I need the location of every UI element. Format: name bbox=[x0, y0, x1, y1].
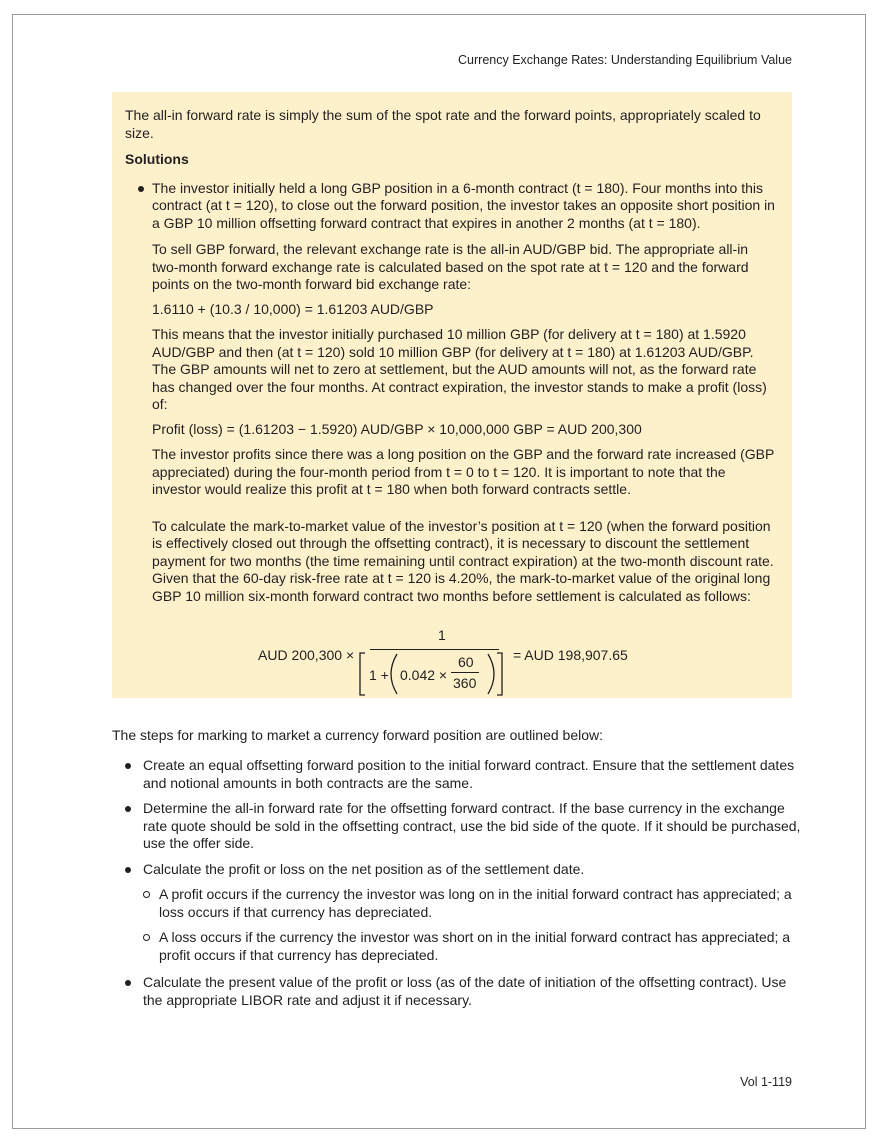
formula-result: = AUD 198,907.65 bbox=[513, 647, 628, 663]
list-item bbox=[112, 974, 802, 1009]
intro-paragraph: The all-in forward rate is simply the sum of the spot rate and the forward points, appropriately scaled to size. bbox=[125, 107, 761, 141]
formula-rate: 0.042 × bbox=[400, 667, 448, 683]
formula-days: 60 bbox=[458, 654, 474, 670]
sub-step-text: A loss occurs if the currency the investor was short on in the initial forward contract has appreciated; a profit occurs if that currency has depreciated. bbox=[159, 929, 791, 963]
hollow-bullet-icon bbox=[143, 891, 150, 898]
sub-list-item bbox=[112, 886, 802, 921]
step-text: Calculate the profit or loss on the net position as of the settlement date. bbox=[143, 860, 585, 877]
solution-bullet bbox=[125, 180, 778, 233]
sell-forward-paragraph: To sell GBP forward, the relevant exchange rate is the all-in AUD/GBP bid. The appropriate all-in two-month forward exchange rate is calculated based on the spot rate at t = 120 and the forward points on the two-month forward bid exchange rate: bbox=[152, 241, 749, 292]
list-item bbox=[112, 800, 802, 853]
step-text: Determine the all-in forward rate for the offsetting forward contract. If the base currency in the exchange rate quote should be sold in the offsetting contract, use the bid side of the quote. If it should be purchased, use the offer side. bbox=[143, 800, 801, 851]
profit-explanation-paragraph: The investor profits since there was a long position on the GBP and the forward rate increased (GBP appreciated) during the four-month period from t = 0 to t = 120. It is important to note that the investor would realize this profit at t = 180 when both forward contracts settle. bbox=[152, 446, 775, 497]
formula-year-days: 360 bbox=[453, 675, 477, 691]
profit-calculation: Profit (loss) = (1.61203 − 1.5920) AUD/GBP × 10,000,000 GBP = AUD 200,300 bbox=[152, 420, 642, 437]
bullet-icon bbox=[138, 186, 144, 192]
steps-intro: The steps for marking to market a currency forward position are outlined below: bbox=[112, 727, 604, 743]
page-number: Vol 1-119 bbox=[740, 1075, 792, 1089]
mark-to-market-paragraph: To calculate the mark-to-market value of the investor’s position at t = 120 (when the forward position is effectively closed out through the offsetting contract), it is necessary to discount the settlement payment for two months (the time remaining until contract expiration) at the two-month discount rate. Given that the 60-day risk-free rate at t = 120 is 4.20%, the mark-to-market value of the original long GBP 10 million six-month forward contract two months before settlement is calculated as follows: bbox=[152, 517, 774, 604]
all-in-rate-calculation: 1.6110 + (10.3 / 10,000) = 1.61203 AUD/GBP bbox=[152, 300, 434, 317]
net-settlement-paragraph: This means that the investor initially purchased 10 million GBP (for delivery at t = 180) at 1.5920 AUD/GBP and then (at t = 120) sold 10 million GBP (for delivery at t = 180) at 1.61203 AUD/GBP. The GBP amounts will net to zero at settlement, but the AUD amounts will not, as the forward rate has changed over the four months. At contract expiration, the investor stands to make a profit (loss) of: bbox=[152, 326, 767, 412]
main-fraction-bar bbox=[370, 649, 499, 650]
sub-step-text: A profit occurs if the currency the investor was long on in the initial forward contract has appreciated; a loss occurs if that currency has depreciated. bbox=[159, 886, 792, 920]
sub-list-item bbox=[112, 929, 802, 964]
list-item bbox=[112, 757, 802, 792]
inner-fraction-bar bbox=[451, 672, 479, 673]
hollow-bullet-icon bbox=[143, 934, 150, 941]
example-solution-box bbox=[112, 92, 792, 698]
formula-one-plus: 1 + bbox=[369, 667, 389, 683]
discount-formula bbox=[152, 611, 778, 689]
bullet-icon bbox=[125, 806, 131, 812]
list-item bbox=[112, 861, 802, 879]
formula-numerator: 1 bbox=[438, 627, 446, 643]
running-header: Currency Exchange Rates: Understanding Equilibrium Value bbox=[458, 53, 792, 67]
bullet-icon bbox=[125, 763, 131, 769]
steps-list bbox=[112, 757, 802, 1009]
solutions-heading: Solutions bbox=[125, 151, 189, 167]
solution-bullet-text: The investor initially held a long GBP position in a 6-month contract (t = 180). Four months into this contract (at t = 120), to close out the forward position, the investor takes an opposite short position in a GBP 10 million offsetting forward contract that expires in another 2 months (at t = 180). bbox=[152, 179, 775, 231]
formula-lhs: AUD 200,300 × bbox=[258, 647, 355, 663]
bullet-icon bbox=[125, 867, 131, 873]
step-text: Create an equal offsetting forward position to the initial forward contract. Ensure that the settlement dates and notional amounts in both contracts are the same. bbox=[143, 757, 795, 791]
bullet-icon bbox=[125, 980, 131, 986]
step-text: Calculate the present value of the profit or loss (as of the date of initiation of the offsetting contract). Use the appropriate LIBOR rate and adjust it if necessary. bbox=[143, 974, 787, 1008]
